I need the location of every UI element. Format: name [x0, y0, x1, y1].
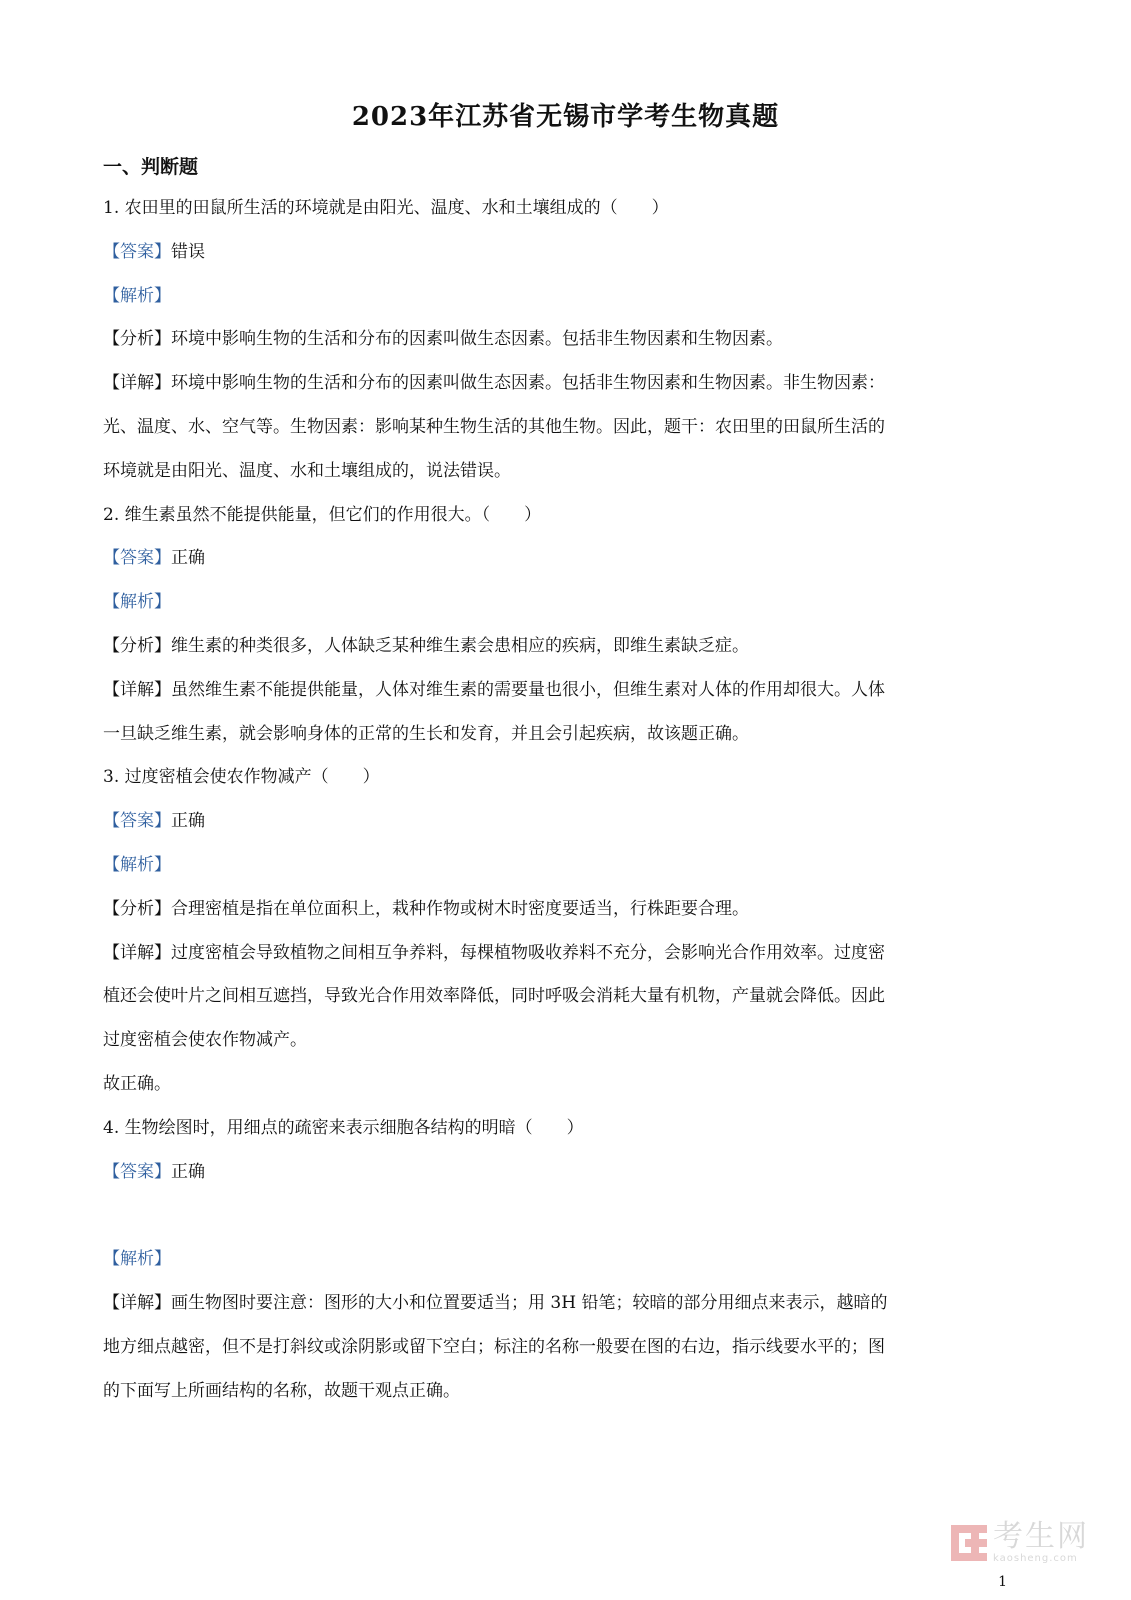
xiangjie-1-line-3: 环境就是由阳光、温度、水和土壤组成的，说法错误。	[103, 460, 511, 481]
watermark	[951, 1521, 1089, 1564]
fenxi-text: 环境中影响生物的生活和分布的因素叫做生态因素。包括非生物因素和生物因素。	[171, 329, 783, 350]
xiangjie-4-line-2: 地方细点越密，但不是打斜纹或涂阴影或留下空白；标注的名称一般要在图的右边，指示线要水平的；图	[103, 1336, 885, 1357]
analysis-tag: 【解析】	[103, 1249, 171, 1270]
answer-tag: 【答案】	[103, 241, 171, 262]
answer-2	[103, 543, 1028, 587]
xiangjie-4-line-1	[103, 1288, 1028, 1332]
xiangjie-tag: 【详解】	[103, 373, 171, 394]
question-2: 2. 维生素虽然不能提供能量，但它们的作用很大。（ ）	[103, 504, 542, 525]
xiangjie-text: 过度密植会导致植物之间相互争养料，每棵植物吸收养料不充分，会影响光合作用效率。过度密	[171, 942, 885, 963]
xiangjie-3-line-2: 植还会使叶片之间相互遮挡，导致光合作用效率降低，同时呼吸会消耗大量有机物，产量就会降低。因此	[103, 986, 885, 1007]
question-1: 1. 农田里的田鼠所生活的环境就是由阳光、温度、水和土壤组成的（ ）	[103, 198, 669, 218]
blank-gap	[103, 1200, 1028, 1244]
xiangjie-tag: 【详解】	[103, 942, 171, 963]
watermark-logo-icon	[951, 1525, 987, 1561]
fenxi-tag: 【分析】	[103, 898, 171, 919]
fenxi-1	[103, 324, 1028, 368]
answer-value: 正确	[171, 548, 205, 569]
xiangjie-4-line-3: 的下面写上所画结构的名称，故题干观点正确。	[103, 1380, 460, 1401]
answer-tag: 【答案】	[103, 811, 171, 832]
answer-1	[103, 237, 1028, 281]
conclusion-3: 故正确。	[103, 1073, 171, 1094]
xiangjie-tag: 【详解】	[103, 1292, 171, 1313]
answer-tag: 【答案】	[103, 548, 171, 569]
analysis-tag: 【解析】	[103, 854, 171, 875]
analysis-tag: 【解析】	[103, 285, 171, 306]
analysis-tag-4	[103, 1244, 1028, 1288]
watermark-text: 考生网	[993, 1519, 1089, 1554]
xiangjie-3-line-3: 过度密植会使农作物减产。	[103, 1030, 307, 1051]
analysis-tag-2	[103, 587, 1028, 631]
xiangjie-2-line-2: 一旦缺乏维生素，就会影响身体的正常的生长和发育，并且会引起疾病，故该题正确。	[103, 723, 749, 744]
fenxi-text: 维生素的种类很多，人体缺乏某种维生素会患相应的疾病，即维生素缺乏症。	[171, 635, 749, 656]
xiangjie-text: 画生物图时要注意：图形的大小和位置要适当；用 3H 铅笔；较暗的部分用细点来表示，越暗的	[171, 1292, 888, 1313]
watermark-subtext: kaosheng.com	[993, 1553, 1078, 1564]
fenxi-tag: 【分析】	[103, 329, 171, 350]
fenxi-text: 合理密植是指在单位面积上，栽种作物或树木时密度要适当，行株距要合理。	[171, 898, 749, 919]
answer-tag: 【答案】	[103, 1161, 171, 1182]
analysis-tag: 【解析】	[103, 592, 171, 613]
xiangjie-1-line-2: 光、温度、水、空气等。生物因素：影响某种生物生活的其他生物。因此，题干：农田里的田鼠所生活的	[103, 416, 885, 437]
xiangjie-2-line-1	[103, 675, 1028, 719]
xiangjie-tag: 【详解】	[103, 679, 171, 700]
section-heading: 一、判断题	[103, 156, 199, 178]
answer-4	[103, 1157, 1028, 1201]
analysis-tag-1	[103, 281, 1028, 325]
page-title: 2023年江苏省无锡市学考生物真题	[351, 102, 780, 132]
document-body	[103, 193, 1028, 1419]
answer-value: 正确	[171, 811, 205, 832]
xiangjie-1-line-1	[103, 368, 1028, 412]
page-number: 1	[998, 1574, 1007, 1590]
question-3: 3. 过度密植会使农作物减产（ ）	[103, 767, 380, 788]
xiangjie-text: 虽然维生素不能提供能量，人体对维生素的需要量也很小，但维生素对人体的作用却很大。人体	[171, 679, 885, 700]
fenxi-tag: 【分析】	[103, 635, 171, 656]
fenxi-3	[103, 894, 1028, 938]
answer-value: 错误	[171, 241, 205, 262]
xiangjie-3-line-1	[103, 938, 1028, 982]
fenxi-2	[103, 631, 1028, 675]
xiangjie-text: 环境中影响生物的生活和分布的因素叫做生态因素。包括非生物因素和生物因素。非生物因素：	[171, 373, 885, 394]
analysis-tag-3	[103, 850, 1028, 894]
answer-3	[103, 806, 1028, 850]
question-4: 4. 生物绘图时，用细点的疏密来表示细胞各结构的明暗（ ）	[103, 1117, 584, 1138]
answer-value: 正确	[171, 1161, 205, 1182]
